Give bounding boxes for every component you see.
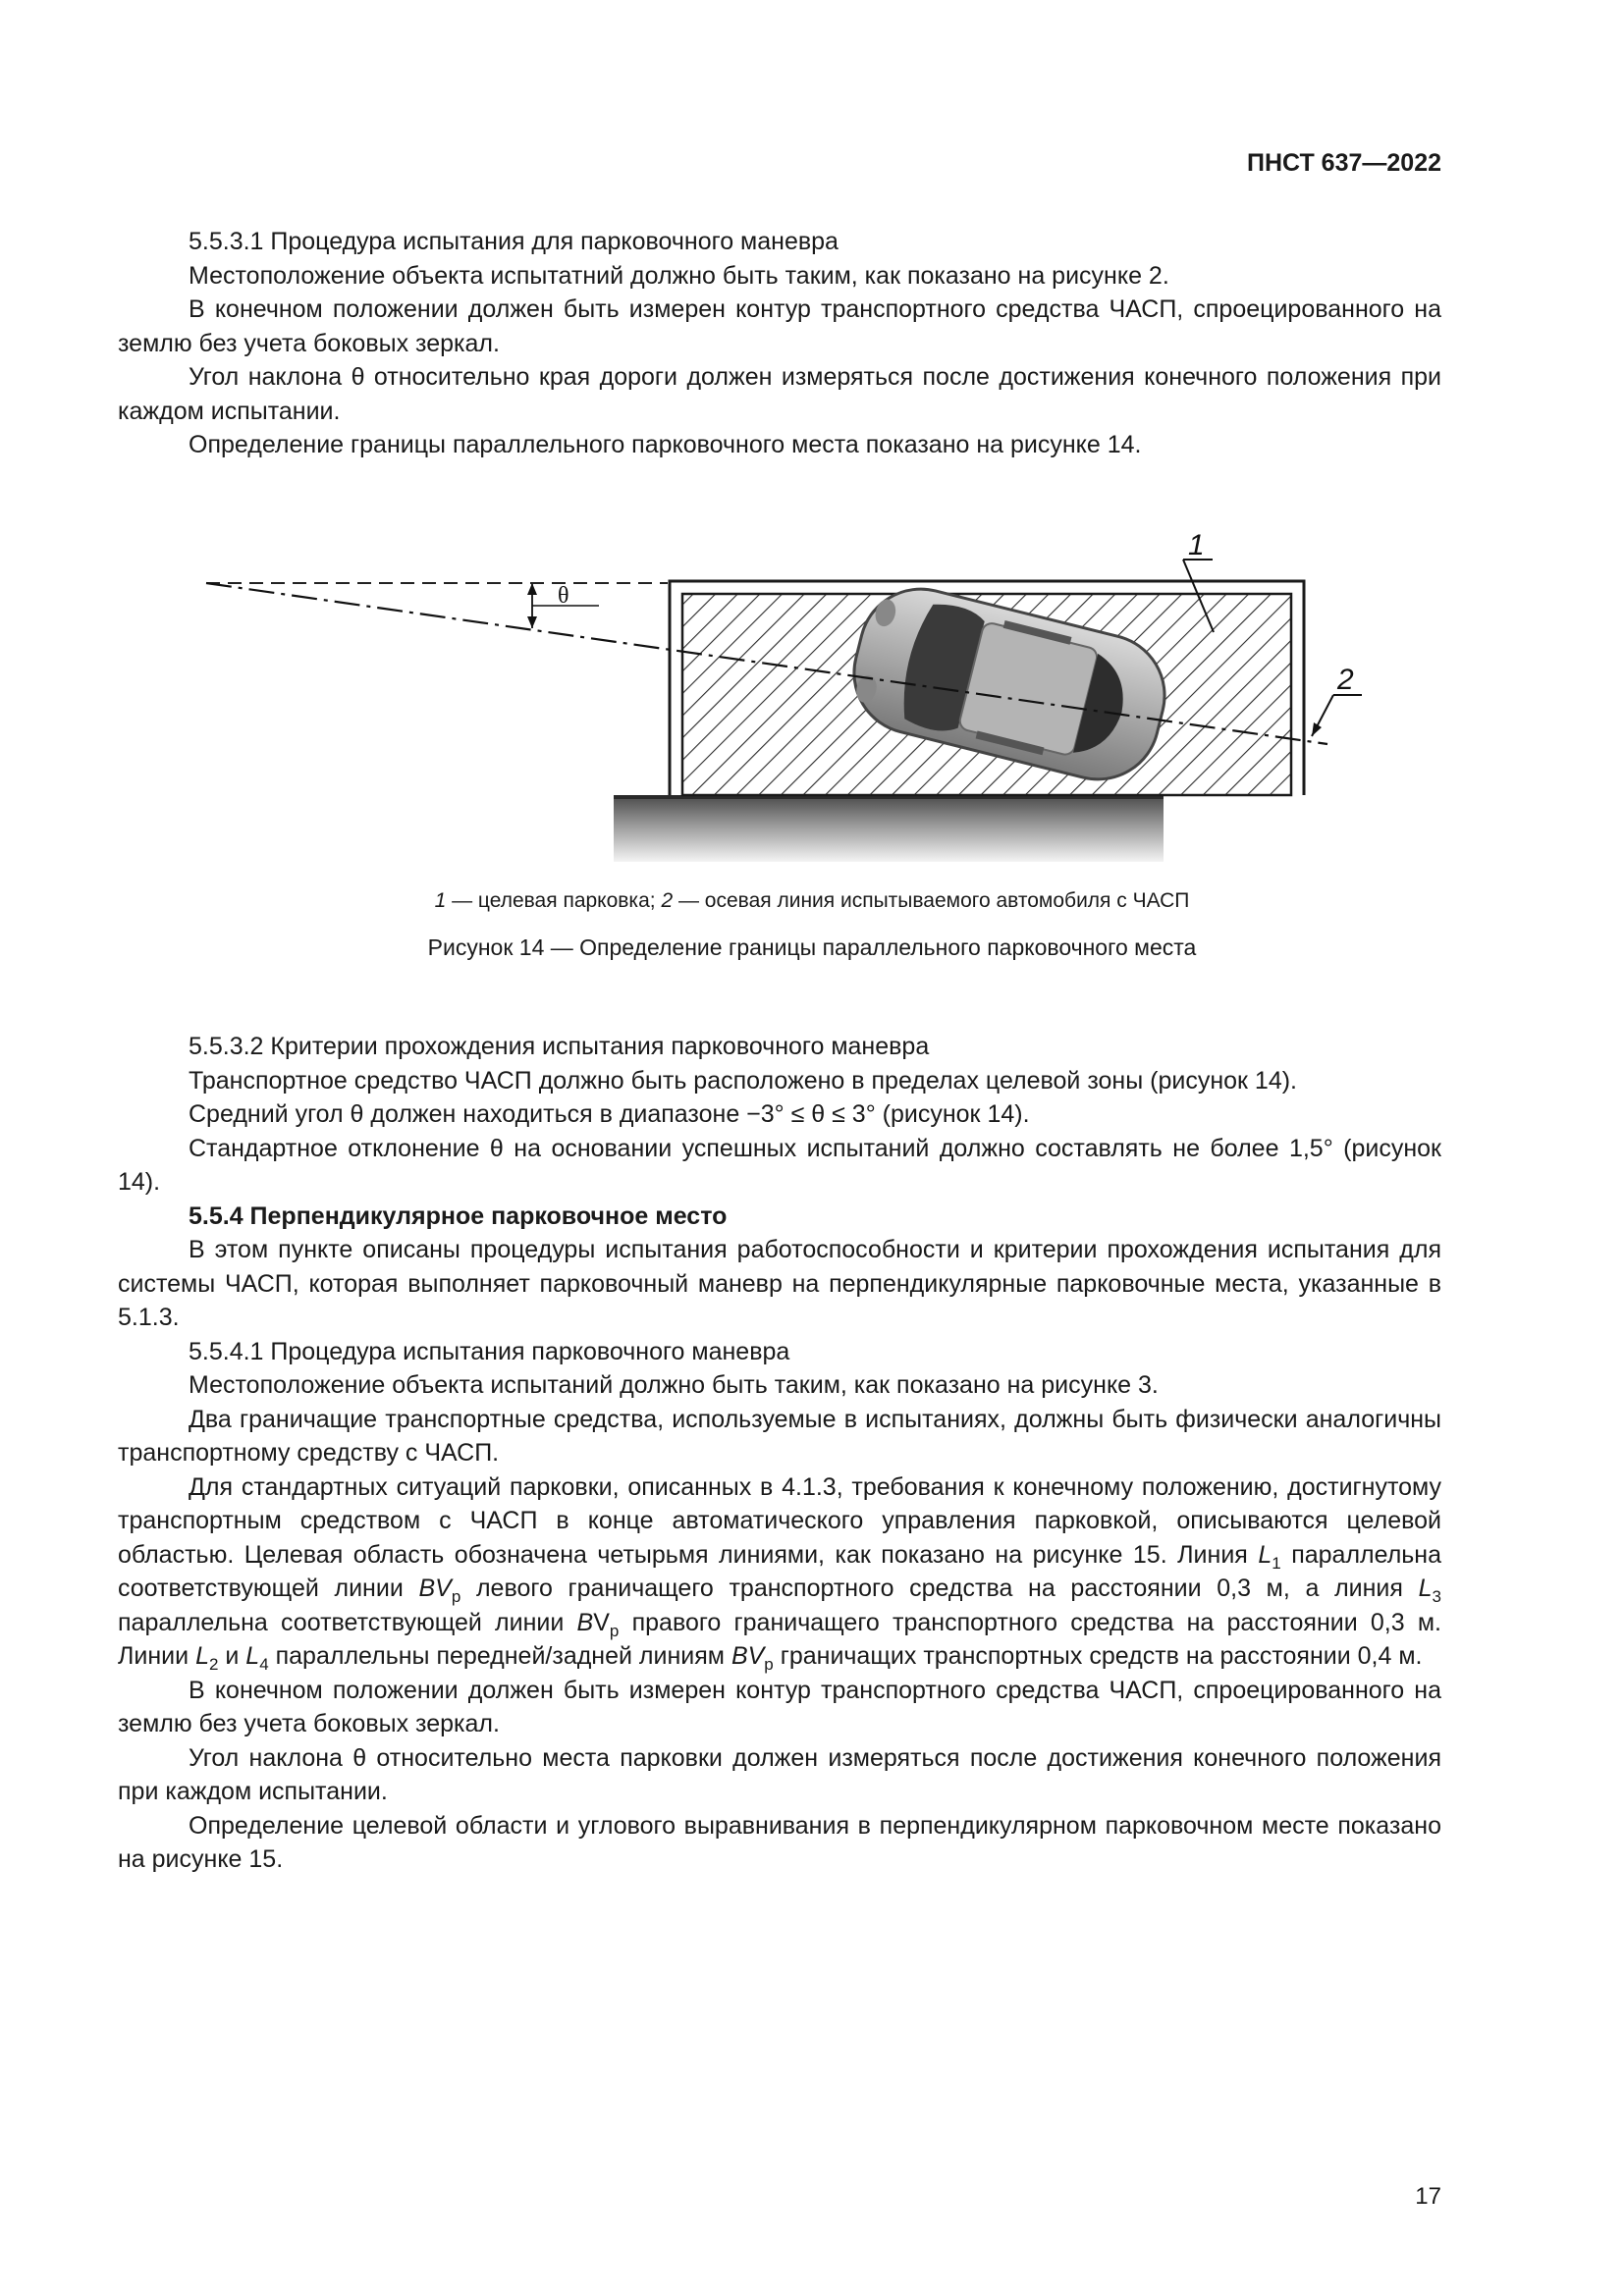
paragraph: В этом пункте описаны процедуры испытания работоспособности и критерии прохождения испытания для системы ЧАСП, которая выполняет парковочный маневр на перпендикулярные парковочные места, указанные в 5.1.3. bbox=[118, 1236, 1441, 1331]
figure-legend bbox=[0, 889, 1624, 913]
paragraph: Средний угол θ должен находиться в диапазоне −3° ≤ θ ≤ 3° (рисунок 14). bbox=[189, 1100, 1030, 1128]
paragraph: Определение целевой области и углового выравнивания в перпендикулярном парковочном месте показано на рисунке 15. bbox=[118, 1811, 1441, 1873]
page-number: 17 bbox=[1415, 2183, 1441, 2210]
document-id: ПНСТ 637—2022 bbox=[1247, 149, 1441, 177]
section-5-5-3-2 bbox=[118, 1030, 1441, 1877]
figure-caption: Рисунок 14 — Определение границы параллельного парковочного места bbox=[427, 934, 1197, 960]
paragraph: 5.5.3.2 Критерии прохождения испытания парковочного маневра bbox=[189, 1033, 930, 1060]
paragraph: Стандартное отклонение θ на основании успешных испытаний должно составлять не более 1,5° (рисунок 14). bbox=[118, 1134, 1441, 1196]
paragraph: 5.5.4.1 Процедура испытания парковочного маневра bbox=[189, 1337, 790, 1365]
callout-1-label: 1 bbox=[1188, 529, 1205, 561]
paragraph: Местоположение объекта испытаний должно быть таким, как показано на рисунке 3. bbox=[189, 1371, 1159, 1399]
paragraph: Угол наклона θ относительно края дороги должен измеряться после достижения конечного положения при каждом испытании. bbox=[118, 363, 1441, 425]
legend-number: 2 bbox=[661, 889, 674, 912]
paragraph: 5.5.3.1 Процедура испытания для парковочного маневра bbox=[189, 228, 839, 255]
paragraph: В конечном положении должен быть измерен контур транспортного средства ЧАСП, спроецированного на землю без учета боковых зеркал. bbox=[118, 295, 1441, 357]
legend-text: — осевая линия испытываемого автомобиля с ЧАСП bbox=[673, 889, 1190, 912]
legend-number: 1 bbox=[434, 889, 447, 912]
paragraph: В конечном положении должен быть измерен контур транспортного средства ЧАСП, спроецированного на землю без учета боковых зеркал. bbox=[118, 1676, 1441, 1737]
section-5-5-3-1 bbox=[118, 225, 1441, 462]
paragraph: Транспортное средство ЧАСП должно быть расположено в пределах целевой зоны (рисунок 14). bbox=[189, 1066, 1297, 1095]
paragraph: Два граничащие транспортные средства, используемые в испытаниях, должны быть физически аналогичны транспортному средству с ЧАСП. bbox=[118, 1405, 1441, 1467]
theta-label: θ bbox=[558, 583, 569, 609]
figure-14-diagram bbox=[187, 522, 1365, 866]
paragraph: Угол наклона θ относительно места парковки должен измеряться после достижения конечного положения при каждом испытании. bbox=[118, 1743, 1441, 1805]
paragraph: Местоположение объекта испытатний должно быть таким, как показано на рисунке 2. bbox=[189, 261, 1169, 290]
paragraph: Определение границы параллельного парковочного места показано на рисунке 14. bbox=[189, 431, 1142, 458]
paragraph-target-lines: Для стандартных ситуаций парковки, описанных в 4.1.3, требования к конечному положению, достигнутому транспортным средством с ЧАСП в конце автоматического управления парковкой, описываются целевой областью. Целевая область обозначена четырьмя линиями, как показано на рисунке 15. Линия $L_1$ параллельна соответствующей линии $BV_р$ левого граничащего транспортного средства на расстоянии 0,3 м, а линия $L_3$ параллельна соответствующей линии $BV_р$ правого граничащего транспортного средства на расстоянии 0,3 м. Линии $L_2$ и $L_4$ параллельны передней/задней линиям $BV_р$ граничащих транспортных средств на расстоянии 0,4 м. bbox=[118, 1472, 1442, 1674]
section-heading: 5.5.4 Перпендикулярное парковочное место bbox=[189, 1201, 728, 1230]
road-edge bbox=[614, 795, 1164, 862]
callout-2-label: 2 bbox=[1337, 664, 1354, 696]
legend-text: — целевая парковка; bbox=[446, 889, 662, 912]
